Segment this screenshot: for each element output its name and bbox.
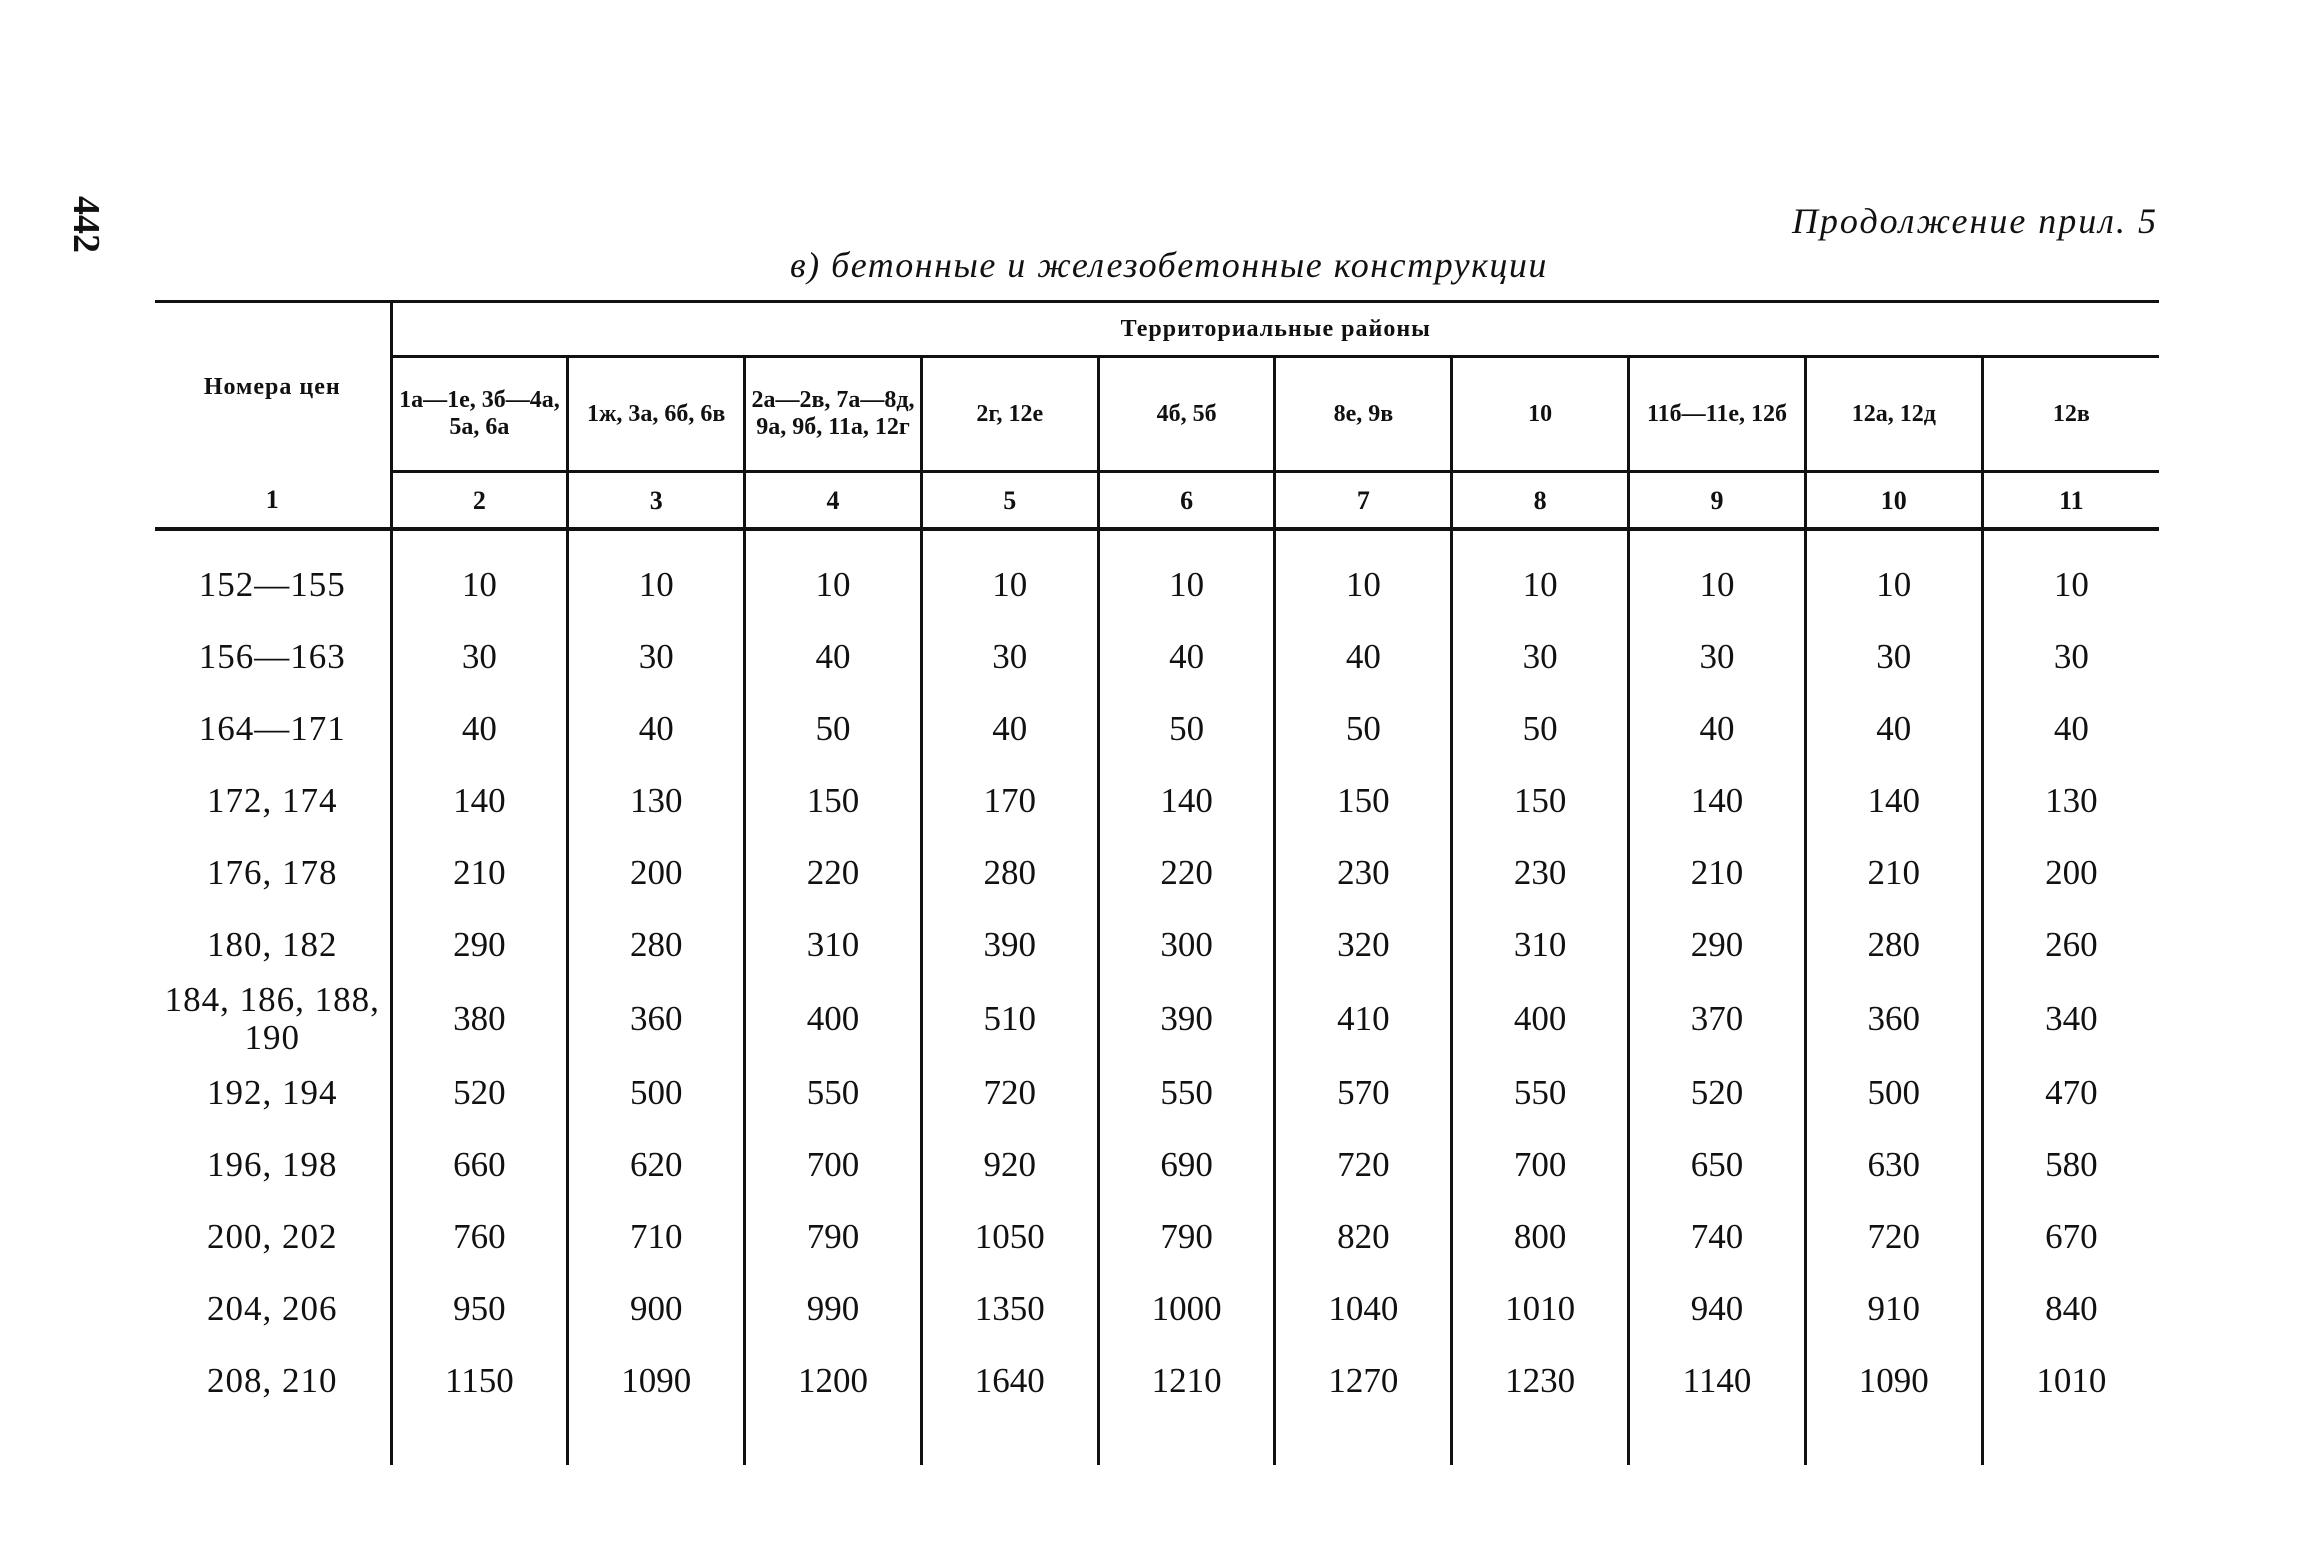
table-row	[155, 981, 2159, 1057]
price-number-cell: 180, 182	[207, 925, 338, 964]
value-cell: 280	[921, 837, 1098, 909]
header-row-column-numbers	[155, 472, 2159, 530]
value-cell: 40	[1098, 621, 1275, 693]
value-cell: 620	[568, 1129, 745, 1201]
filler-cell	[1275, 1417, 1452, 1465]
table-row-filler	[155, 1417, 2159, 1465]
table-row	[155, 837, 2159, 909]
value-cell: 280	[1805, 909, 1982, 981]
value-cell: 1140	[1629, 1345, 1806, 1417]
value-cell: 370	[1629, 981, 1806, 1057]
value-cell: 390	[1098, 981, 1275, 1057]
value-cell: 10	[1452, 549, 1629, 621]
value-cell: 40	[1805, 693, 1982, 765]
region-group-header: Территориальные районы	[391, 302, 2159, 357]
value-cell: 550	[1098, 1057, 1275, 1129]
region-header: 4б, 5б	[1098, 357, 1275, 472]
table-row	[155, 909, 2159, 981]
value-cell: 30	[391, 621, 568, 693]
value-cell: 310	[1452, 909, 1629, 981]
value-cell: 380	[391, 981, 568, 1057]
value-cell: 1350	[921, 1273, 1098, 1345]
value-cell: 30	[1452, 621, 1629, 693]
price-number-cell: 176, 178	[207, 853, 338, 892]
price-number-cell: 196, 198	[207, 1145, 338, 1184]
filler-cell	[1629, 529, 1806, 549]
value-cell: 10	[1275, 549, 1452, 621]
price-number-cell: 172, 174	[207, 781, 338, 820]
value-cell: 390	[921, 909, 1098, 981]
filler-cell	[1982, 529, 2159, 549]
value-cell: 40	[391, 693, 568, 765]
page-number: 442	[65, 196, 107, 253]
region-header: 2а—2в, 7а—8д, 9а, 9б, 11а, 12г	[745, 357, 922, 472]
column-number: 7	[1275, 472, 1452, 530]
value-cell: 50	[1098, 693, 1275, 765]
value-cell: 150	[745, 765, 922, 837]
value-cell: 40	[745, 621, 922, 693]
value-cell: 500	[568, 1057, 745, 1129]
value-cell: 1090	[568, 1345, 745, 1417]
price-table	[155, 300, 2159, 1465]
table-row	[155, 549, 2159, 621]
value-cell: 660	[391, 1129, 568, 1201]
filler-cell	[921, 529, 1098, 549]
header-row-regions	[155, 357, 2159, 472]
value-cell: 670	[1982, 1201, 2159, 1273]
value-cell: 230	[1275, 837, 1452, 909]
table-row	[155, 1129, 2159, 1201]
value-cell: 580	[1982, 1129, 2159, 1201]
price-number-cell: 156—163	[198, 637, 346, 676]
value-cell: 760	[391, 1201, 568, 1273]
value-cell: 260	[1982, 909, 2159, 981]
value-cell: 140	[1805, 765, 1982, 837]
value-cell: 360	[568, 981, 745, 1057]
value-cell: 210	[1805, 837, 1982, 909]
value-cell: 40	[921, 693, 1098, 765]
value-cell: 150	[1452, 765, 1629, 837]
value-cell: 1230	[1452, 1345, 1629, 1417]
table-row	[155, 1345, 2159, 1417]
filler-cell	[1098, 529, 1275, 549]
filler-cell	[921, 1417, 1098, 1465]
continuation-note: Продолжение прил. 5	[1791, 201, 2158, 241]
value-cell: 910	[1805, 1273, 1982, 1345]
value-cell: 900	[568, 1273, 745, 1345]
value-cell: 650	[1629, 1129, 1806, 1201]
value-cell: 690	[1098, 1129, 1275, 1201]
filler-cell	[391, 529, 568, 549]
value-cell: 130	[568, 765, 745, 837]
value-cell: 470	[1982, 1057, 2159, 1129]
value-cell: 720	[1275, 1129, 1452, 1201]
table-body	[155, 529, 2159, 1465]
filler-cell	[391, 1417, 568, 1465]
region-header: 8е, 9в	[1275, 357, 1452, 472]
value-cell: 840	[1982, 1273, 2159, 1345]
value-cell: 790	[1098, 1201, 1275, 1273]
value-cell: 720	[1805, 1201, 1982, 1273]
value-cell: 50	[1452, 693, 1629, 765]
value-cell: 1040	[1275, 1273, 1452, 1345]
value-cell: 400	[1452, 981, 1629, 1057]
value-cell: 30	[1629, 621, 1806, 693]
column-number: 2	[391, 472, 568, 530]
value-cell: 630	[1805, 1129, 1982, 1201]
table-subtitle: в) бетонные и железобетонные конструкции	[790, 245, 1548, 285]
value-cell: 820	[1275, 1201, 1452, 1273]
value-cell: 10	[1098, 549, 1275, 621]
region-header: 2г, 12е	[921, 357, 1098, 472]
value-cell: 1150	[391, 1345, 568, 1417]
value-cell: 1200	[745, 1345, 922, 1417]
column-number: 10	[1805, 472, 1982, 530]
value-cell: 550	[745, 1057, 922, 1129]
value-cell: 710	[568, 1201, 745, 1273]
value-cell: 140	[1629, 765, 1806, 837]
value-cell: 700	[1452, 1129, 1629, 1201]
value-cell: 40	[1982, 693, 2159, 765]
region-header: 12в	[1982, 357, 2159, 472]
value-cell: 230	[1452, 837, 1629, 909]
price-number-cell: 208, 210	[207, 1361, 338, 1400]
value-cell: 10	[568, 549, 745, 621]
column-number: 8	[1452, 472, 1629, 530]
column-number: 3	[568, 472, 745, 530]
value-cell: 200	[1982, 837, 2159, 909]
column-number: 9	[1629, 472, 1806, 530]
value-cell: 400	[745, 981, 922, 1057]
region-header: 11б—11е, 12б	[1629, 357, 1806, 472]
value-cell: 200	[568, 837, 745, 909]
filler-cell	[1098, 1417, 1275, 1465]
value-cell: 10	[1805, 549, 1982, 621]
value-cell: 210	[391, 837, 568, 909]
value-cell: 1050	[921, 1201, 1098, 1273]
value-cell: 1010	[1982, 1345, 2159, 1417]
price-number-cell: 192, 194	[207, 1073, 338, 1112]
value-cell: 520	[1629, 1057, 1806, 1129]
filler-cell	[1982, 1417, 2159, 1465]
value-cell: 170	[921, 765, 1098, 837]
value-cell: 220	[745, 837, 922, 909]
value-cell: 510	[921, 981, 1098, 1057]
table-row-filler	[155, 529, 2159, 549]
table-row	[155, 1057, 2159, 1129]
value-cell: 30	[921, 621, 1098, 693]
value-cell: 30	[1982, 621, 2159, 693]
table-row	[155, 1273, 2159, 1345]
filler-cell	[745, 1417, 922, 1465]
value-cell: 550	[1452, 1057, 1629, 1129]
value-cell: 140	[391, 765, 568, 837]
region-header: 10	[1452, 357, 1629, 472]
region-header: 1ж, 3а, 6б, 6в	[568, 357, 745, 472]
value-cell: 290	[1629, 909, 1806, 981]
price-number-cell: 152—155	[198, 565, 346, 604]
filler-cell	[1805, 1417, 1982, 1465]
filler-cell	[1452, 1417, 1629, 1465]
first-column-header: Номера цен	[155, 302, 391, 472]
column-number: 6	[1098, 472, 1275, 530]
value-cell: 10	[921, 549, 1098, 621]
value-cell: 40	[568, 693, 745, 765]
value-cell: 1640	[921, 1345, 1098, 1417]
filler-cell	[745, 529, 922, 549]
value-cell: 720	[921, 1057, 1098, 1129]
price-number-cell: 164—171	[198, 709, 346, 748]
value-cell: 290	[391, 909, 568, 981]
value-cell: 1010	[1452, 1273, 1629, 1345]
header-row-group	[155, 302, 2159, 357]
value-cell: 50	[745, 693, 922, 765]
price-number-cell: 200, 202	[207, 1217, 338, 1256]
value-cell: 1090	[1805, 1345, 1982, 1417]
filler-cell	[155, 529, 391, 549]
value-cell: 990	[745, 1273, 922, 1345]
filler-cell	[155, 1417, 391, 1465]
value-cell: 360	[1805, 981, 1982, 1057]
filler-cell	[568, 1417, 745, 1465]
filler-cell	[568, 529, 745, 549]
price-number-cell: 184, 186, 188, 190	[164, 980, 380, 1057]
column-number: 4	[745, 472, 922, 530]
value-cell: 320	[1275, 909, 1452, 981]
column-number: 5	[921, 472, 1098, 530]
value-cell: 790	[745, 1201, 922, 1273]
region-header: 12а, 12д	[1805, 357, 1982, 472]
value-cell: 800	[1452, 1201, 1629, 1273]
value-cell: 500	[1805, 1057, 1982, 1129]
filler-cell	[1452, 529, 1629, 549]
value-cell: 740	[1629, 1201, 1806, 1273]
value-cell: 1000	[1098, 1273, 1275, 1345]
region-header: 1а—1е, 3б—4а, 5а, 6а	[391, 357, 568, 472]
table-row	[155, 621, 2159, 693]
value-cell: 1210	[1098, 1345, 1275, 1417]
table-row	[155, 1201, 2159, 1273]
value-cell: 10	[1629, 549, 1806, 621]
value-cell: 1270	[1275, 1345, 1452, 1417]
value-cell: 220	[1098, 837, 1275, 909]
value-cell: 10	[745, 549, 922, 621]
value-cell: 40	[1629, 693, 1806, 765]
filler-cell	[1275, 529, 1452, 549]
value-cell: 280	[568, 909, 745, 981]
value-cell: 570	[1275, 1057, 1452, 1129]
value-cell: 210	[1629, 837, 1806, 909]
value-cell: 950	[391, 1273, 568, 1345]
table-row	[155, 693, 2159, 765]
value-cell: 340	[1982, 981, 2159, 1057]
value-cell: 30	[568, 621, 745, 693]
value-cell: 40	[1275, 621, 1452, 693]
column-number: 11	[1982, 472, 2159, 530]
table-row	[155, 765, 2159, 837]
value-cell: 920	[921, 1129, 1098, 1201]
value-cell: 130	[1982, 765, 2159, 837]
value-cell: 50	[1275, 693, 1452, 765]
value-cell: 150	[1275, 765, 1452, 837]
value-cell: 10	[391, 549, 568, 621]
value-cell: 410	[1275, 981, 1452, 1057]
value-cell: 140	[1098, 765, 1275, 837]
value-cell: 300	[1098, 909, 1275, 981]
value-cell: 310	[745, 909, 922, 981]
column-number: 1	[155, 472, 391, 530]
value-cell: 940	[1629, 1273, 1806, 1345]
value-cell: 520	[391, 1057, 568, 1129]
price-number-cell: 204, 206	[207, 1289, 338, 1328]
value-cell: 10	[1982, 549, 2159, 621]
filler-cell	[1805, 529, 1982, 549]
value-cell: 700	[745, 1129, 922, 1201]
value-cell: 30	[1805, 621, 1982, 693]
filler-cell	[1629, 1417, 1806, 1465]
